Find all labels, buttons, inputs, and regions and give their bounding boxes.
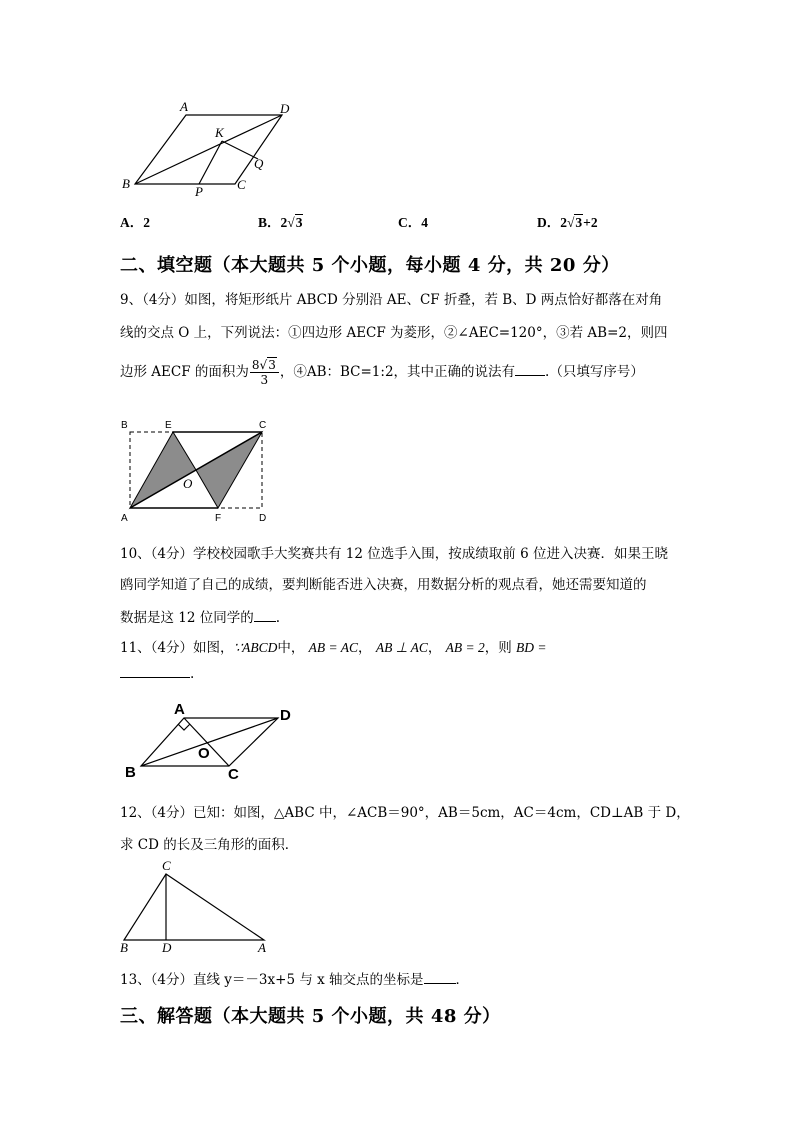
label-c: C	[259, 420, 267, 431]
area-fraction: $\frac{8√3}{3}$	[250, 358, 279, 387]
label-o: O	[198, 745, 210, 762]
label-b: B	[122, 176, 130, 191]
q9-line2: 线的交点 O 上，下列说法：①四边形 AECF 为菱形，②∠AEC=120°，③若 AB=2，则四	[120, 325, 668, 341]
label-b: B	[121, 420, 128, 431]
q10-line1: 10、（4分）学校校园歌手大奖赛共有 12 位选手入围，按成绩取前 6 位进入决赛．如果王晓	[120, 546, 668, 562]
label-c: C	[237, 177, 246, 192]
q11-line2: .	[120, 666, 194, 682]
option-d: D．2√3+2	[537, 215, 598, 230]
label-d: D	[162, 940, 172, 955]
q13-answer-blank	[424, 983, 456, 984]
q11-line1: 11、（4分）如图，∵ABCD中， AB = AC， AB ⊥ AC， AB = 2，则 BD =	[120, 640, 547, 656]
label-q: Q	[254, 156, 264, 171]
label-b: B	[120, 940, 128, 955]
label-c: C	[228, 766, 239, 783]
label-o: O	[183, 476, 193, 491]
label-k: K	[215, 125, 224, 140]
label-a: A	[174, 701, 185, 718]
q9-line3: 边形 AECF 的面积为 $\frac{8√3}{3}$ ，④AB：BC=1:2，其中正确的说法有 .（只填写序号）	[120, 358, 644, 387]
label-d: D	[259, 513, 267, 524]
option-b: B．2√3	[258, 215, 303, 230]
q10-line3: 数据是这 12 位同学的 .	[120, 610, 281, 626]
label-a: A	[180, 99, 188, 114]
label-d: D	[280, 101, 290, 116]
label-c: C	[162, 858, 171, 873]
section-title-solutions: 三、解答题（本大题共 5 个小题，共 48 分）	[120, 1006, 501, 1027]
q13-line: 13、（4分）直线 y＝－3x+5 与 x 轴交点的坐标是 ．	[120, 972, 470, 988]
label-a: A	[258, 940, 266, 955]
q12-line1: 12、（4分）已知：如图，△ABC 中，∠ACB＝90°，AB＝5cm，AC＝4cm，CD⊥AB 于 D，	[120, 805, 690, 821]
label-d: D	[280, 707, 291, 724]
q12-line2: 求 CD 的长及三角形的面积．	[120, 837, 299, 853]
q9-line1: 9、（4分）如图，将矩形纸片 ABCD 分别沿 AE、CF 折叠，若 B、D 两点恰好都落在对角	[120, 292, 663, 308]
label-e: E	[165, 420, 172, 431]
option-a: A．2	[120, 215, 150, 230]
section-title-fill-in: 二、填空题（本大题共 5 个小题，每小题 4 分，共 20 分）	[120, 255, 620, 276]
label-b: B	[125, 764, 136, 781]
label-f: F	[215, 513, 222, 524]
label-p: P	[195, 184, 203, 199]
label-a: A	[121, 513, 128, 524]
option-c: C．4	[398, 215, 428, 230]
q10-line2: 鸥同学知道了自己的成绩，要判断能否进入决赛，用数据分析的观点看，她还需要知道的	[120, 577, 647, 593]
